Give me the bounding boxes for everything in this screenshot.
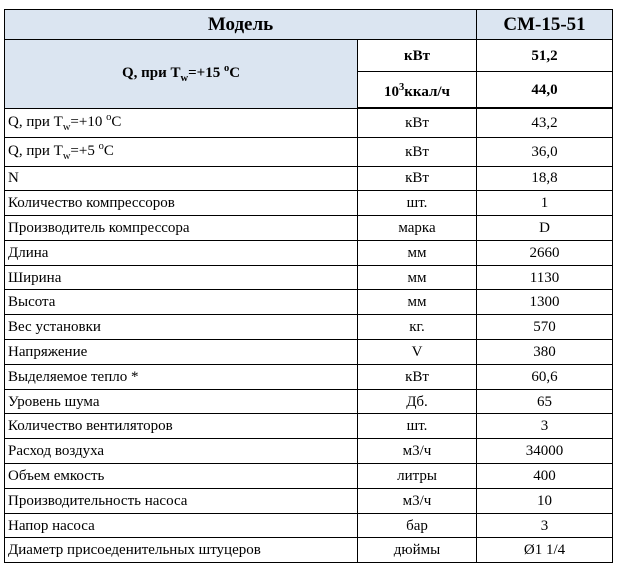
row-unit: V <box>358 340 477 365</box>
table-row <box>5 240 613 265</box>
q-row-unit: кВт <box>358 108 477 137</box>
q-row-mid: =+5 <box>70 142 99 159</box>
row-name: Диаметр присоеденительных штуцеров <box>5 538 358 563</box>
row-value: 10 <box>477 488 613 513</box>
row-value: 18,8 <box>477 166 613 191</box>
q-row <box>5 108 613 137</box>
table-row <box>5 290 613 315</box>
q-row-prefix: Q, при T <box>8 113 63 130</box>
q-row-value: 43,2 <box>477 108 613 137</box>
row-value: 3 <box>477 513 613 538</box>
row-unit: м3/ч <box>358 439 477 464</box>
row-unit: кг. <box>358 315 477 340</box>
q-main-row-1 <box>5 40 613 72</box>
row-unit: мм <box>358 240 477 265</box>
row-unit: литры <box>358 464 477 489</box>
model-value: СМ-15-51 <box>477 10 613 40</box>
q-row-suffix: C <box>103 142 114 159</box>
q-row-suffix: C <box>111 113 122 130</box>
table-row <box>5 191 613 216</box>
table-row <box>5 216 613 241</box>
row-value: 380 <box>477 340 613 365</box>
row-name: Вес установки <box>5 315 358 340</box>
table-row <box>5 315 613 340</box>
q-main-unit-kcal: $10^3ккал/ч$ <box>358 72 477 109</box>
q-main-label: Q, при $T_w=+15$ $^o$C <box>5 40 358 109</box>
row-unit: Дб. <box>358 389 477 414</box>
row-value: 570 <box>477 315 613 340</box>
q-row-sub: w <box>62 121 71 133</box>
q-row-unit: кВт <box>358 137 477 166</box>
row-value: Ø1 1/4 <box>477 538 613 563</box>
model-label: Модель <box>5 10 477 40</box>
row-unit: мм <box>358 265 477 290</box>
row-value: 1300 <box>477 290 613 315</box>
row-name: Высота <box>5 290 358 315</box>
row-name: Производитель компрессора <box>5 216 358 241</box>
row-unit: м3/ч <box>358 488 477 513</box>
row-unit: шт. <box>358 414 477 439</box>
table-row <box>5 340 613 365</box>
row-unit: кВт <box>358 364 477 389</box>
row-value: 1 <box>477 191 613 216</box>
table-row <box>5 364 613 389</box>
spec-table-body <box>5 10 613 563</box>
row-value: 65 <box>477 389 613 414</box>
row-value: 60,6 <box>477 364 613 389</box>
row-unit: шт. <box>358 191 477 216</box>
row-value: 2660 <box>477 240 613 265</box>
row-unit: марка <box>358 216 477 241</box>
spec-table <box>4 9 613 563</box>
q-main-unit-kw: кВт <box>358 40 477 72</box>
row-value: 1130 <box>477 265 613 290</box>
row-value: D <box>477 216 613 241</box>
row-name: Уровень шума <box>5 389 358 414</box>
row-name: Количество компрессоров <box>5 191 358 216</box>
row-name: Выделяемое тепло * <box>5 364 358 389</box>
row-unit: кВт <box>358 166 477 191</box>
q-row-mid: =+10 <box>70 113 107 130</box>
row-value: 3 <box>477 414 613 439</box>
row-name: N <box>5 166 358 191</box>
header-row <box>5 10 613 40</box>
row-name: Расход воздуха <box>5 439 358 464</box>
table-row <box>5 166 613 191</box>
q-row-sup: o <box>98 140 104 152</box>
row-value: 400 <box>477 464 613 489</box>
table-row <box>5 439 613 464</box>
row-value: 34000 <box>477 439 613 464</box>
table-row <box>5 538 613 563</box>
row-name: Напряжение <box>5 340 358 365</box>
table-row <box>5 464 613 489</box>
row-name: Объем емкость <box>5 464 358 489</box>
q-row <box>5 137 613 166</box>
q-row-sup: o <box>106 111 112 123</box>
q-row-prefix: Q, при T <box>8 142 63 159</box>
table-row <box>5 389 613 414</box>
row-unit: бар <box>358 513 477 538</box>
q-row-name <box>5 137 358 166</box>
row-name: Ширина <box>5 265 358 290</box>
row-name: Длина <box>5 240 358 265</box>
row-name: Напор насоса <box>5 513 358 538</box>
table-row <box>5 513 613 538</box>
q-row-name <box>5 108 358 137</box>
q-main-value-kcal: 44,0 <box>477 72 613 109</box>
q-row-sub: w <box>62 150 71 162</box>
row-name: Количество вентиляторов <box>5 414 358 439</box>
table-row <box>5 265 613 290</box>
table-row <box>5 414 613 439</box>
row-unit: дюймы <box>358 538 477 563</box>
q-main-value-kw: 51,2 <box>477 40 613 72</box>
q-row-value: 36,0 <box>477 137 613 166</box>
table-row <box>5 488 613 513</box>
row-unit: мм <box>358 290 477 315</box>
row-name: Производительность насоса <box>5 488 358 513</box>
